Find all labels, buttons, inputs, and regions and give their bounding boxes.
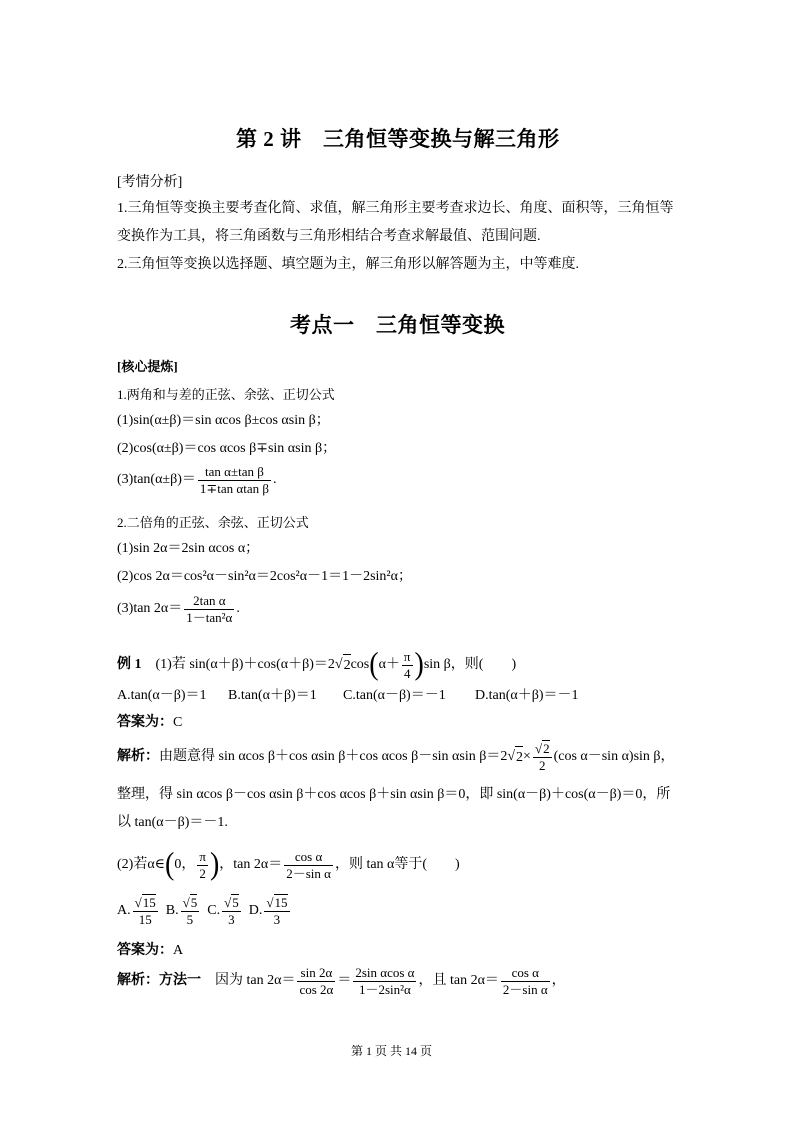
fraction-denominator: 2 <box>539 757 546 773</box>
option-b-label: B. <box>165 903 179 918</box>
times-sign: × <box>523 749 531 764</box>
page-title: 第 2 讲 三角恒等变换与解三角形 <box>236 127 560 151</box>
example-1-text: (1)若 sin(α＋β)＋cos(α＋β)＝2 <box>155 657 335 672</box>
solution-fraction-1 <box>297 965 335 998</box>
formula-sin-sum: (1)sin(α±β)＝sin αcos β±cos αsin β； <box>117 413 330 428</box>
formula-sin-double: (1)sin 2α＝2sin αcos α； <box>117 541 260 556</box>
fraction-numerator <box>264 895 289 912</box>
sqrt-radicand: 2 <box>543 740 550 756</box>
formula-cos-sum: (2)cos(α±β)＝cos αcos β∓sin αsin β； <box>117 441 337 456</box>
sqrt-icon: √ <box>224 894 232 910</box>
fraction-denominator: 2 <box>199 865 206 881</box>
fraction-numerator: 2sin αcos α <box>355 964 415 980</box>
example-2-question <box>117 846 460 883</box>
solution-text: 由题意得 sin αcos β＋cos αsin β＋cos αcos β－sin αsin β＝2 <box>159 749 508 764</box>
formula-tan-double <box>117 592 240 625</box>
example-1-solution-line-1 <box>117 740 675 773</box>
example-1-solution-line-2: 整理，得 sin αcos β－cos αsin β＋cos αcos β＋sin αsin β＝0，即 sin(α－β)＋cos(α－β)＝0，所 <box>117 787 671 802</box>
formula-tan-double-suffix: . <box>236 601 240 616</box>
example-1-option-b: B.tan(α＋β)＝1 <box>228 688 317 703</box>
answer-label: 答案为： <box>117 943 173 958</box>
option-d-label: D. <box>248 903 263 918</box>
option-c-label: C. <box>207 903 221 918</box>
root2-over-2-fraction <box>533 741 552 774</box>
solution-tail: (cos α－sin α)sin β， <box>553 749 675 764</box>
analysis-paragraph-2: 2.三角恒等变换以选择题、填空题为主，解三角形以解答题为主，中等难度. <box>117 257 579 272</box>
pi-over-4-fraction <box>402 649 413 682</box>
example-1-question <box>117 646 517 683</box>
formula-tan-sum-fraction <box>198 464 271 497</box>
answer-value: A <box>173 943 184 958</box>
fraction-numerator <box>533 741 552 758</box>
sqrt-radicand: 5 <box>232 894 239 910</box>
option-a-label: A. <box>117 903 131 918</box>
example-1-option-a: A.tan(α－β)＝1 <box>117 688 207 703</box>
example-2-answer <box>117 940 183 962</box>
sqrt-radicand: 5 <box>190 894 198 910</box>
solution-tail: ， <box>551 973 566 988</box>
option-b-fraction <box>181 895 200 928</box>
sqrt-radicand: 15 <box>142 894 156 910</box>
example-1-solution-line-3: 以 tan(α－β)＝－1. <box>117 815 228 830</box>
fraction-numerator: cos α <box>501 965 550 982</box>
sqrt-icon: √ <box>334 657 343 672</box>
left-paren-icon: ( <box>369 646 379 683</box>
solution-text-2: ，且 tan 2α＝ <box>418 973 499 988</box>
fraction-denominator: 2－sin α <box>286 865 331 881</box>
option-c-fraction <box>222 895 241 928</box>
answer-value: C <box>173 715 183 730</box>
solution-fraction-2 <box>353 965 416 998</box>
fraction-denominator: 3 <box>228 911 235 927</box>
core-header: [核心提炼] <box>117 359 178 374</box>
sqrt-radicand: 15 <box>274 894 288 910</box>
solution-text: 因为 tan 2α＝ <box>215 973 296 988</box>
interval-start: 0， <box>174 857 196 872</box>
formula-tan-double-fraction <box>184 593 234 626</box>
solution-fraction-3 <box>501 965 550 998</box>
example-1-answer <box>117 712 182 734</box>
fraction-numerator: sin 2α <box>297 965 335 982</box>
fraction-denominator: 4 <box>403 665 411 681</box>
fraction-numerator <box>222 895 241 912</box>
example-1-label: 例 1 <box>117 657 142 672</box>
formula-cos-double: (2)cos 2α＝cos²α－sin²α＝2cos²α－1＝1－2sin²α； <box>117 569 412 584</box>
right-paren-icon: ) <box>414 646 424 683</box>
left-paren-icon: ( <box>165 846 175 883</box>
right-paren-icon: ) <box>209 846 220 883</box>
fraction-numerator: π <box>199 848 206 864</box>
page-footer: 第 1 页 共 14 页 <box>351 1044 433 1058</box>
fraction-numerator: tan α±tan β <box>198 464 271 481</box>
example-2-prefix: (2)若α∈ <box>117 857 166 872</box>
example-2-fraction <box>284 849 333 882</box>
analysis-paragraph-1-line-2: 变换作为工具，将三角函数与三角形相结合考查求解最值、范围问题. <box>117 229 541 244</box>
sqrt-radicand: 2 <box>343 654 351 677</box>
fraction-denominator: cos 2α <box>299 981 334 997</box>
analysis-header: [考情分析] <box>117 175 183 190</box>
analysis-paragraph-1-line-1: 1.三角恒等变换主要考查化简、求值，解三角形主要考查求边长、角度、面积等，三角恒等 <box>117 201 674 216</box>
fraction-numerator <box>133 895 158 912</box>
example-2-mid: ，tan 2α＝ <box>219 857 283 872</box>
formula-tan-sum-prefix: (3)tan(α±β)＝ <box>117 472 196 487</box>
fraction-denominator: 2－sin α <box>502 981 548 997</box>
fraction-numerator: 2tan α <box>184 593 234 610</box>
option-d-fraction <box>264 895 289 928</box>
example-2-options <box>117 894 292 927</box>
fraction-denominator: 3 <box>273 911 281 927</box>
sqrt-icon: √ <box>507 749 516 764</box>
option-a-fraction <box>133 895 158 928</box>
formula-tan-double-prefix: (3)tan 2α＝ <box>117 601 183 616</box>
fraction-denominator: 15 <box>138 911 152 927</box>
fraction-denominator: 5 <box>186 911 194 927</box>
example-1-option-d: D.tan(α＋β)＝－1 <box>475 688 579 703</box>
example-2-tail: ，则 tan α等于( ) <box>334 857 460 872</box>
fraction-denominator: 1∓tan αtan β <box>199 480 269 496</box>
example-2-solution-line-1 <box>117 964 566 997</box>
fraction-numerator: cos α <box>284 849 333 866</box>
sqrt-radicand: 2 <box>515 746 523 769</box>
answer-label: 答案为： <box>117 715 173 730</box>
sqrt-icon: √ <box>134 894 142 910</box>
example-1-option-c: C.tan(α－β)＝－1 <box>343 688 446 703</box>
formula-tan-sum-suffix: . <box>273 472 277 487</box>
fraction-numerator <box>181 895 200 912</box>
solution-label: 解析： <box>117 749 159 764</box>
fraction-numerator: π <box>403 648 411 664</box>
example-1-angle: α＋ <box>378 657 400 672</box>
formula-tan-sum <box>117 463 277 496</box>
sqrt-icon: √ <box>534 740 543 756</box>
example-1-tail: sin β，则( ) <box>423 657 517 672</box>
fraction-denominator: 1－tan²α <box>186 609 233 625</box>
sqrt-icon: √ <box>266 894 274 910</box>
formula-title-1: 1.两角和与差的正弦、余弦、正切公式 <box>117 387 335 402</box>
solution-label: 解析： <box>117 973 159 988</box>
pi-over-2-fraction <box>197 849 208 882</box>
equals-sign: ＝ <box>337 973 352 988</box>
solution-method: 方法一 <box>159 973 201 988</box>
example-1-cos: cos <box>350 657 370 672</box>
fraction-denominator: 1－2sin²α <box>358 981 411 997</box>
formula-title-2: 2.二倍角的正弦、余弦、正切公式 <box>117 515 309 530</box>
sqrt-icon: √ <box>182 894 190 910</box>
section-title: 考点一 三角恒等变换 <box>290 313 505 337</box>
